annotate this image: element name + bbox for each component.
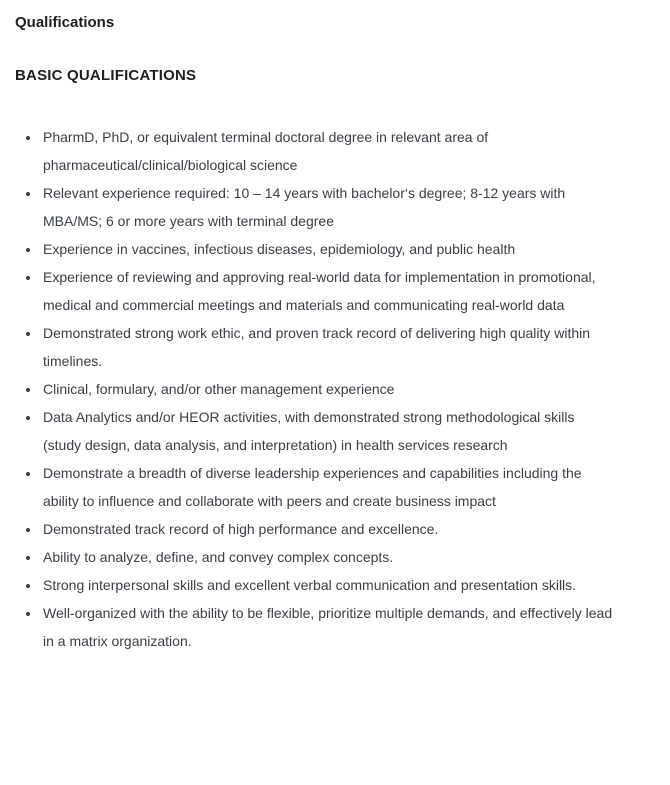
qualification-item: • Strong interpersonal skills and excellent verbal communication and presentation skills. xyxy=(41,571,615,599)
qualifications-heading: Qualifications xyxy=(15,14,115,31)
qualification-item: • Experience in vaccines, infectious diseases, epidemiology, and public health xyxy=(41,235,615,263)
qualification-item: • Demonstrated strong work ethic, and proven track record of delivering high quality within timelines. xyxy=(41,319,615,375)
qualification-item: • Relevant experience required: 10 – 14 years with bachelor‘s degree; 8-12 years with MBA/MS; 6 or more years with terminal degree xyxy=(41,179,615,235)
qualification-item: • Clinical, formulary, and/or other management experience xyxy=(41,375,615,403)
qualifications-list xyxy=(15,123,615,655)
basic-qualifications-heading: BASIC QUALIFICATIONS xyxy=(15,67,197,84)
qualification-item: • Data Analytics and/or HEOR activities, with demonstrated strong methodological skills (study design, data analysis, and interpretation) in health services research xyxy=(41,403,615,459)
qualification-item: • Well-organized with the ability to be flexible, prioritize multiple demands, and effectively lead in a matrix organization. xyxy=(41,599,615,655)
qualification-item: • Ability to analyze, define, and convey complex concepts. xyxy=(41,543,615,571)
qualification-item: • Demonstrated track record of high performance and excellence. xyxy=(41,515,615,543)
qualification-item: • Demonstrate a breadth of diverse leadership experiences and capabilities including the ability to influence and collaborate with peers and create business impact xyxy=(41,459,615,515)
qualification-item: • Experience of reviewing and approving real-world data for implementation in promotional, medical and commercial meetings and materials and communicating real-world data xyxy=(41,263,615,319)
qualification-item: • PharmD, PhD, or equivalent terminal doctoral degree in relevant area of pharmaceutical/clinical/biological science xyxy=(41,123,615,179)
